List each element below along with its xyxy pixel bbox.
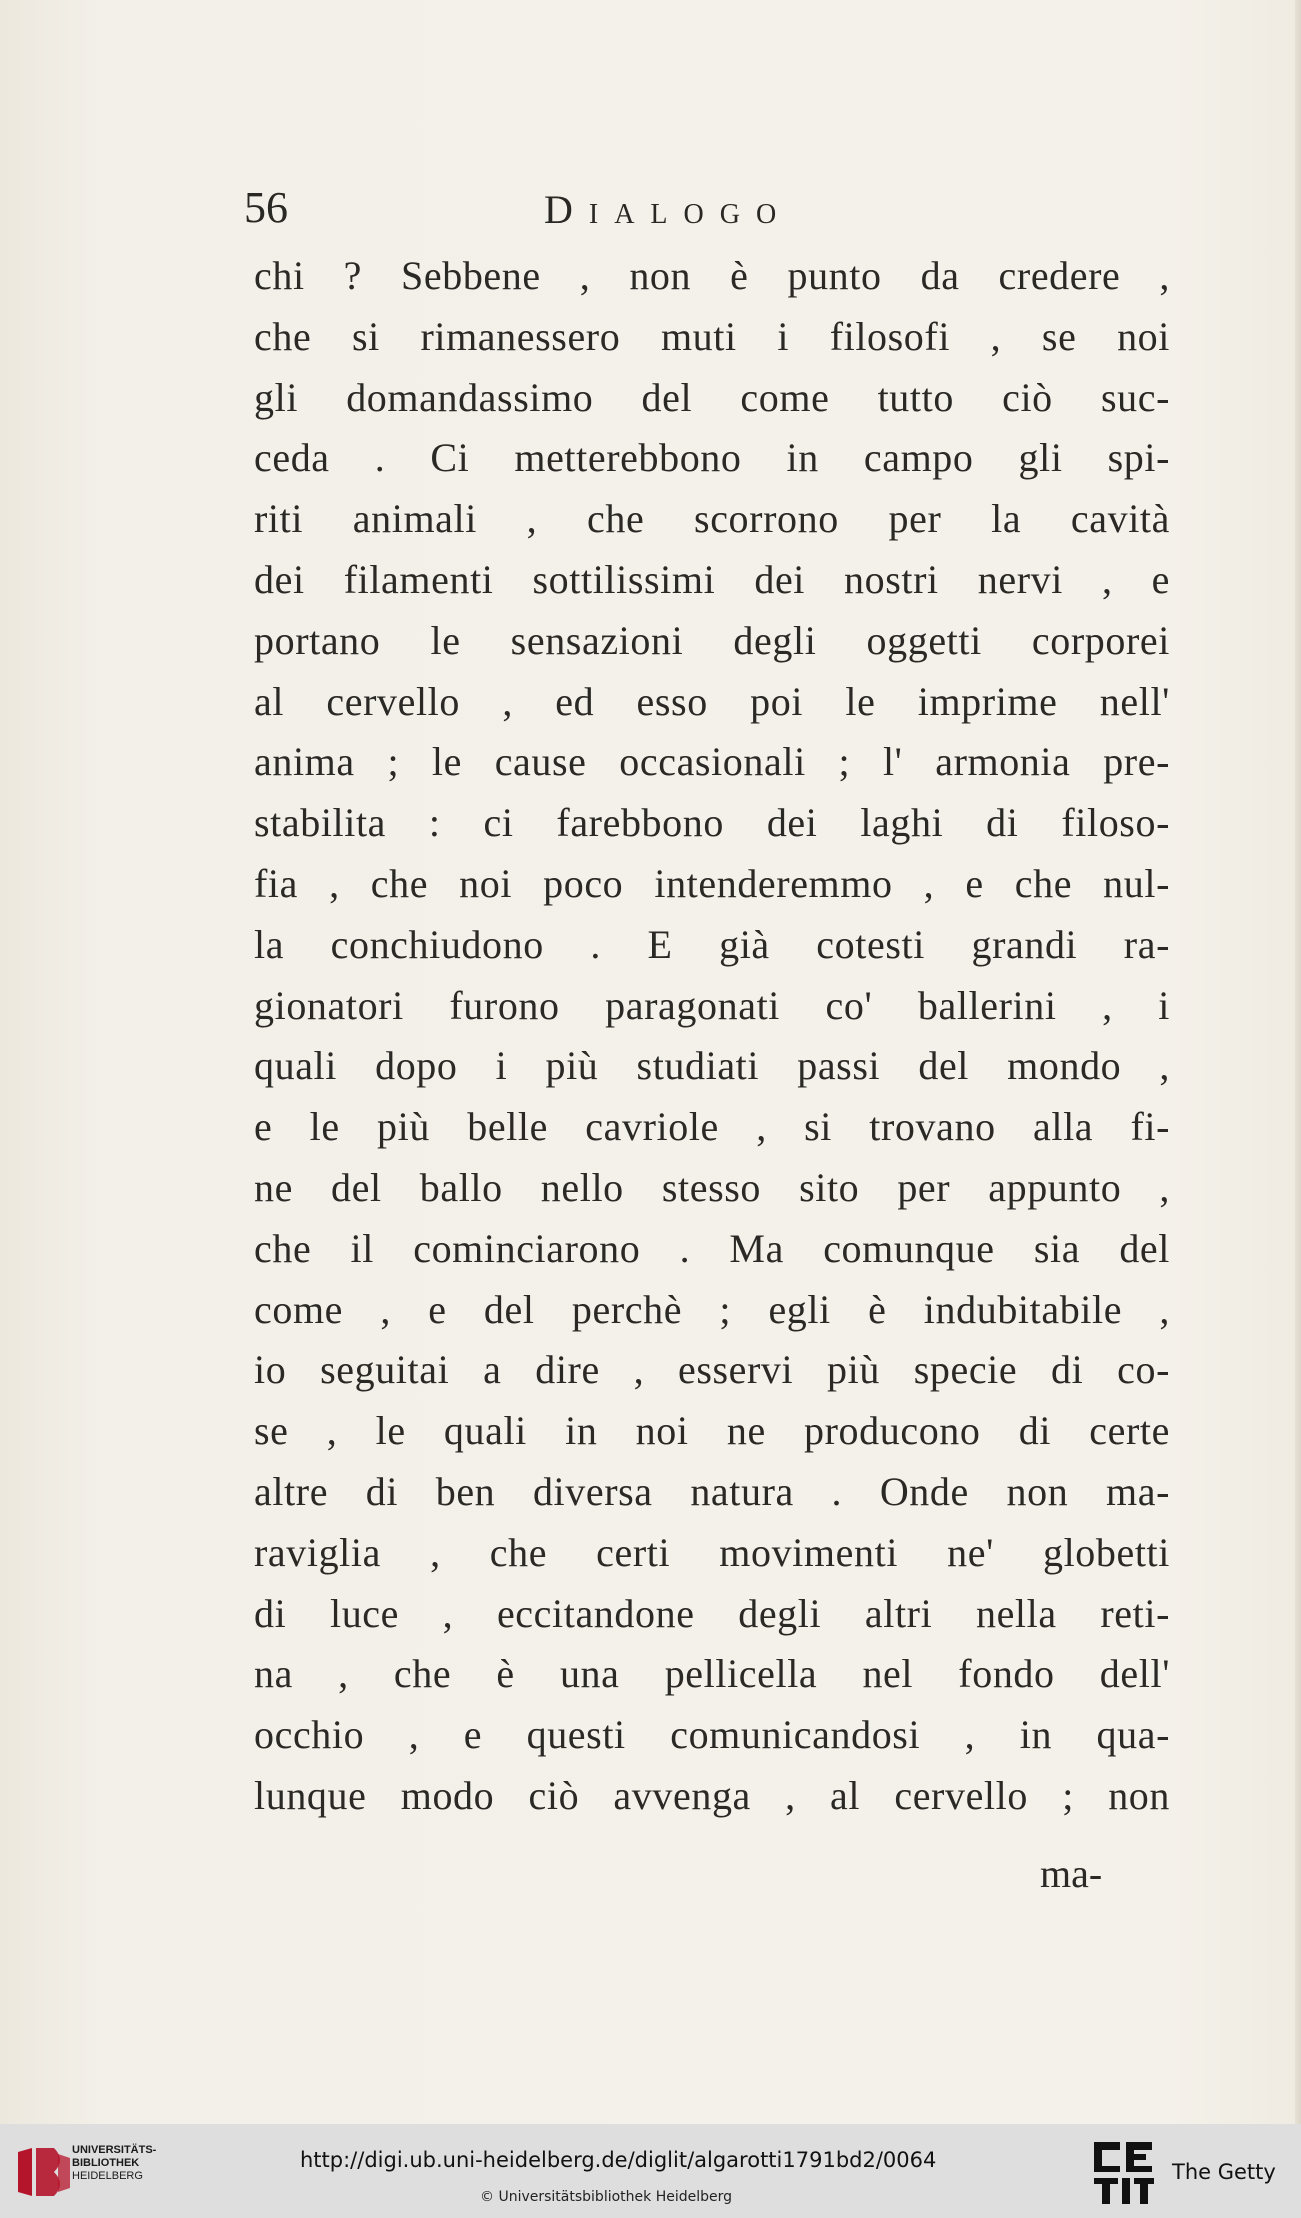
text-line: raviglia , che certi movimenti ne' globetti xyxy=(254,1529,1170,1575)
library-name-line-1: UNIVERSITÄTS- xyxy=(72,2144,157,2156)
text-line: gionatori furono paragonati co' ballerini , i xyxy=(254,982,1170,1028)
library-name xyxy=(72,2144,156,2183)
partner-name: The Getty xyxy=(1172,2160,1276,2184)
text-line: portano le sensazioni degli oggetti corporei xyxy=(254,617,1170,663)
text-line: dei filamenti sottilissimi dei nostri nervi , e xyxy=(254,556,1170,602)
text-line: stabilita : ci farebbono dei laghi di filoso- xyxy=(254,800,1170,846)
text-line: io seguitai a dire , esservi più specie di co- xyxy=(254,1347,1170,1393)
body-text xyxy=(254,246,1170,1827)
page-edge xyxy=(1295,0,1301,2124)
text-line: e le più belle cavriole , si trovano alla fi- xyxy=(254,1104,1170,1150)
library-name-line-2: BIBLIOTHEK xyxy=(72,2157,140,2169)
text-line: na , che è una pellicella nel fondo dell' xyxy=(254,1651,1170,1697)
text-line: che si rimanessero muti i filosofi , se noi xyxy=(254,313,1170,359)
getty-logo-icon xyxy=(1092,2138,1156,2208)
text-line: altre di ben diversa natura . Onde non ma- xyxy=(254,1468,1170,1514)
text-line: anima ; le cause occasionali ; l' armonia pre- xyxy=(254,739,1170,785)
text-line: se , le quali in noi ne producono di certe xyxy=(254,1408,1170,1454)
text-line: fia , che noi poco intenderemmo , e che nul- xyxy=(254,860,1170,906)
text-line: gli domandassimo del come tutto ciò suc- xyxy=(254,374,1170,420)
running-title: Dialogo xyxy=(544,187,793,232)
text-line: come , e del perchè ; egli è indubitabile , xyxy=(254,1286,1170,1332)
text-line: che il cominciarono . Ma comunque sia del xyxy=(254,1225,1170,1271)
page-number: 56 xyxy=(244,183,288,232)
text-line: quali dopo i più studiati passi del mondo , xyxy=(254,1043,1170,1089)
text-line: riti animali , che scorrono per la cavità xyxy=(254,496,1170,542)
text-line: la conchiudono . E già cotesti grandi ra- xyxy=(254,921,1170,967)
text-line: di luce , eccitandone degli altri nella reti- xyxy=(254,1590,1170,1636)
text-line: ceda . Ci metterebbono in campo gli spi- xyxy=(254,435,1170,481)
library-name-line-3: HEIDELBERG xyxy=(72,2170,143,2182)
running-head xyxy=(244,182,1174,242)
text-line: occhio , e questi comunicandosi , in qua- xyxy=(254,1712,1170,1758)
footer-bar xyxy=(0,2124,1301,2218)
text-line: lunque modo ciò avvenga , al cervello ; non xyxy=(254,1772,1170,1818)
catchword: ma- xyxy=(1040,1851,1103,1896)
copyright-notice: © Universitätsbibliothek Heidelberg xyxy=(480,2189,733,2205)
text-line: chi ? Sebbene , non è punto da credere , xyxy=(254,253,1170,298)
text-line: al cervello , ed esso poi le imprime nell' xyxy=(254,678,1170,724)
permalink-url[interactable]: http://digi.ub.uni-heidelberg.de/diglit/algarotti1791bd2/0064 xyxy=(300,2148,937,2172)
text-line: ne del ballo nello stesso sito per appunto , xyxy=(254,1164,1170,1210)
